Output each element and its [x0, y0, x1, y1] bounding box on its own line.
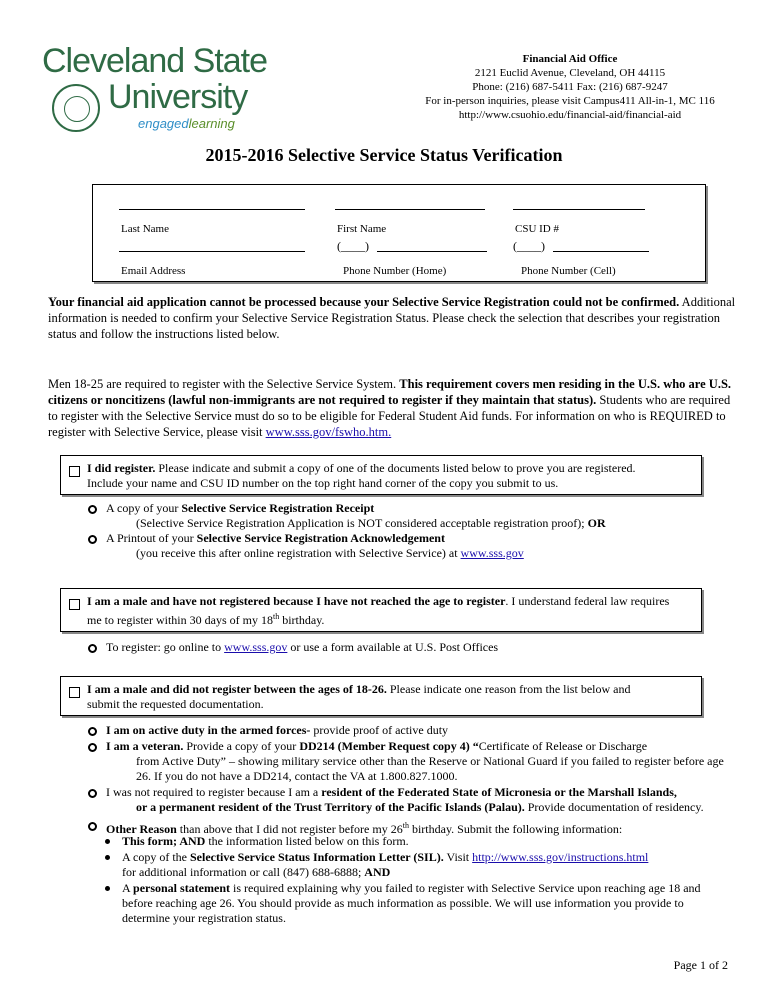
phone-home-prefix: (____)	[337, 239, 369, 253]
last-name-label: Last Name	[121, 223, 169, 235]
radio-icon[interactable]	[88, 727, 97, 736]
bullet-icon	[105, 855, 110, 860]
reason-residency: I was not required to register because I am a resident of the Federated State of Micronesia or the Marshall Islands, or a permanent resident of the Trust Territory of the Pacific Islands (Palau). Provide documentation of residency.	[106, 785, 704, 814]
page-number: Page 1 of 2	[673, 958, 728, 972]
document-title: 2015-2016 Selective Service Status Verification	[205, 145, 563, 165]
university-seal-icon	[52, 84, 100, 132]
email-label: Email Address	[121, 265, 186, 277]
sss-link[interactable]: www.sss.gov	[460, 546, 524, 560]
other-sub-this-form: This form; AND the information listed below on this form.	[122, 834, 409, 848]
office-url: http://www.csuohio.edu/financial-aid/financial-aid	[458, 109, 682, 121]
student-info-box	[92, 184, 706, 282]
not-of-age-checkbox[interactable]	[69, 599, 80, 610]
bullet-icon	[105, 839, 110, 844]
email-field[interactable]	[119, 251, 305, 252]
notice-text: Additional information is needed to confirm your Selective Service Registration Status. Please check the selection that describes your registration status and follow the instructions listed below.	[48, 295, 736, 341]
option-not-of-age: I am a male and have not registered because I have not reached the age to register. I understand federal law requires me to register within 30 days of my 18th birthday.	[60, 588, 702, 632]
first-name-label: First Name	[337, 223, 387, 235]
option-did-register: I did register. Please indicate and submit a copy of one of the documents listed below to prove you are registered. Include your name and CSU ID number on the top right hand corner of the copy you submit to us.	[60, 455, 702, 495]
csu-id-label: CSU ID #	[515, 223, 560, 235]
notice-bold: Your financial aid application cannot be processed because your Selective Service Registration could not be confirmed.	[48, 295, 680, 309]
requirement-paragraph: Men 18-25 are required to register with the Selective Service System. This requirement covers men residing in the U.S. who are U.S. citizens or noncitizens (lawful non-immigrants are not required to register if they maintain that status). Students who are required to register with the Selective Service must do so to be eligible for Federal Student Aid funds. For information on who is REQUIRED to register with Selective Service, please visit www.sss.gov/fswho.htm.	[48, 377, 732, 439]
other-sub-personal-statement: A personal statement is required explaining why you failed to register with Selective Service upon reaching age 18 and before reaching age 26. You should provide as much information as possible. We will use information you provide to determine your registration status.	[122, 881, 701, 925]
last-name-field[interactable]	[119, 209, 305, 210]
office-title: Financial Aid Office	[522, 53, 618, 65]
first-name-field[interactable]	[335, 209, 485, 210]
notice-paragraph	[48, 294, 738, 342]
reason-veteran: I am a veteran. Provide a copy of your DD214 (Member Request copy 4) “Certificate of Release or Discharge from Active Duty” – showing military service other than the Reserve or National Guard if you failed to register before age 26. If you do not have a DD214, contact the VA at 1.800.827.1000.	[106, 739, 724, 783]
logo-line1: Cleveland State	[42, 42, 268, 80]
phone-home-field[interactable]	[377, 251, 487, 252]
csu-id-field[interactable]	[513, 209, 645, 210]
phone-home-label: Phone Number (Home)	[343, 265, 447, 277]
did-not-register-checkbox[interactable]	[69, 687, 80, 698]
fswho-link[interactable]: www.sss.gov/fswho.htm.	[265, 425, 392, 439]
radio-icon[interactable]	[88, 822, 97, 831]
office-inperson: For in-person inquiries, please visit Campus411 All-in-1, MC 116	[425, 95, 715, 107]
option1-item-acknowledgement: A Printout of your Selective Service Registration Acknowledgement (you receive this after online registration with Selective Service) at www.sss.gov	[106, 531, 524, 560]
option1-item-receipt: A copy of your Selective Service Registration Receipt (Selective Service Registration Application is NOT considered acceptable registration proof); OR	[106, 501, 606, 530]
office-address: 2121 Euclid Avenue, Cleveland, OH 44115	[474, 67, 666, 79]
phone-cell-prefix: (____)	[513, 239, 545, 253]
radio-icon[interactable]	[88, 535, 97, 544]
phone-cell-field[interactable]	[553, 251, 649, 252]
bullet-icon	[105, 886, 110, 891]
logo-tagline: engagedlearning	[138, 116, 235, 131]
option2-item-register: To register: go online to www.sss.gov or use a form available at U.S. Post Offices	[106, 640, 499, 654]
other-sub-sil-letter: A copy of the Selective Service Status Information Letter (SIL). Visit http://www.sss.gov/instructions.html for additional information or call (847) 688-6888; AND	[122, 850, 649, 879]
phone-cell-label: Phone Number (Cell)	[521, 265, 616, 277]
sss-link[interactable]: www.sss.gov	[224, 640, 288, 654]
radio-icon[interactable]	[88, 789, 97, 798]
option-did-not-register: I am a male and did not register between the ages of 18-26. Please indicate one reason from the list below and submit the requested documentation.	[60, 676, 702, 716]
sss-instructions-link[interactable]: http://www.sss.gov/instructions.html	[472, 850, 649, 864]
radio-icon[interactable]	[88, 743, 97, 752]
radio-icon[interactable]	[88, 505, 97, 514]
office-info	[400, 52, 740, 122]
reason-other: Other Reason than above that I did not register before my 26th birthday. Submit the following information:	[106, 821, 623, 836]
logo-line2: University	[108, 78, 248, 116]
office-phone: Phone: (216) 687-5411 Fax: (216) 687-9247	[472, 81, 668, 93]
radio-icon[interactable]	[88, 644, 97, 653]
did-register-checkbox[interactable]	[69, 466, 80, 477]
reason-active-duty: I am on active duty in the armed forces- provide proof of active duty	[106, 723, 449, 737]
